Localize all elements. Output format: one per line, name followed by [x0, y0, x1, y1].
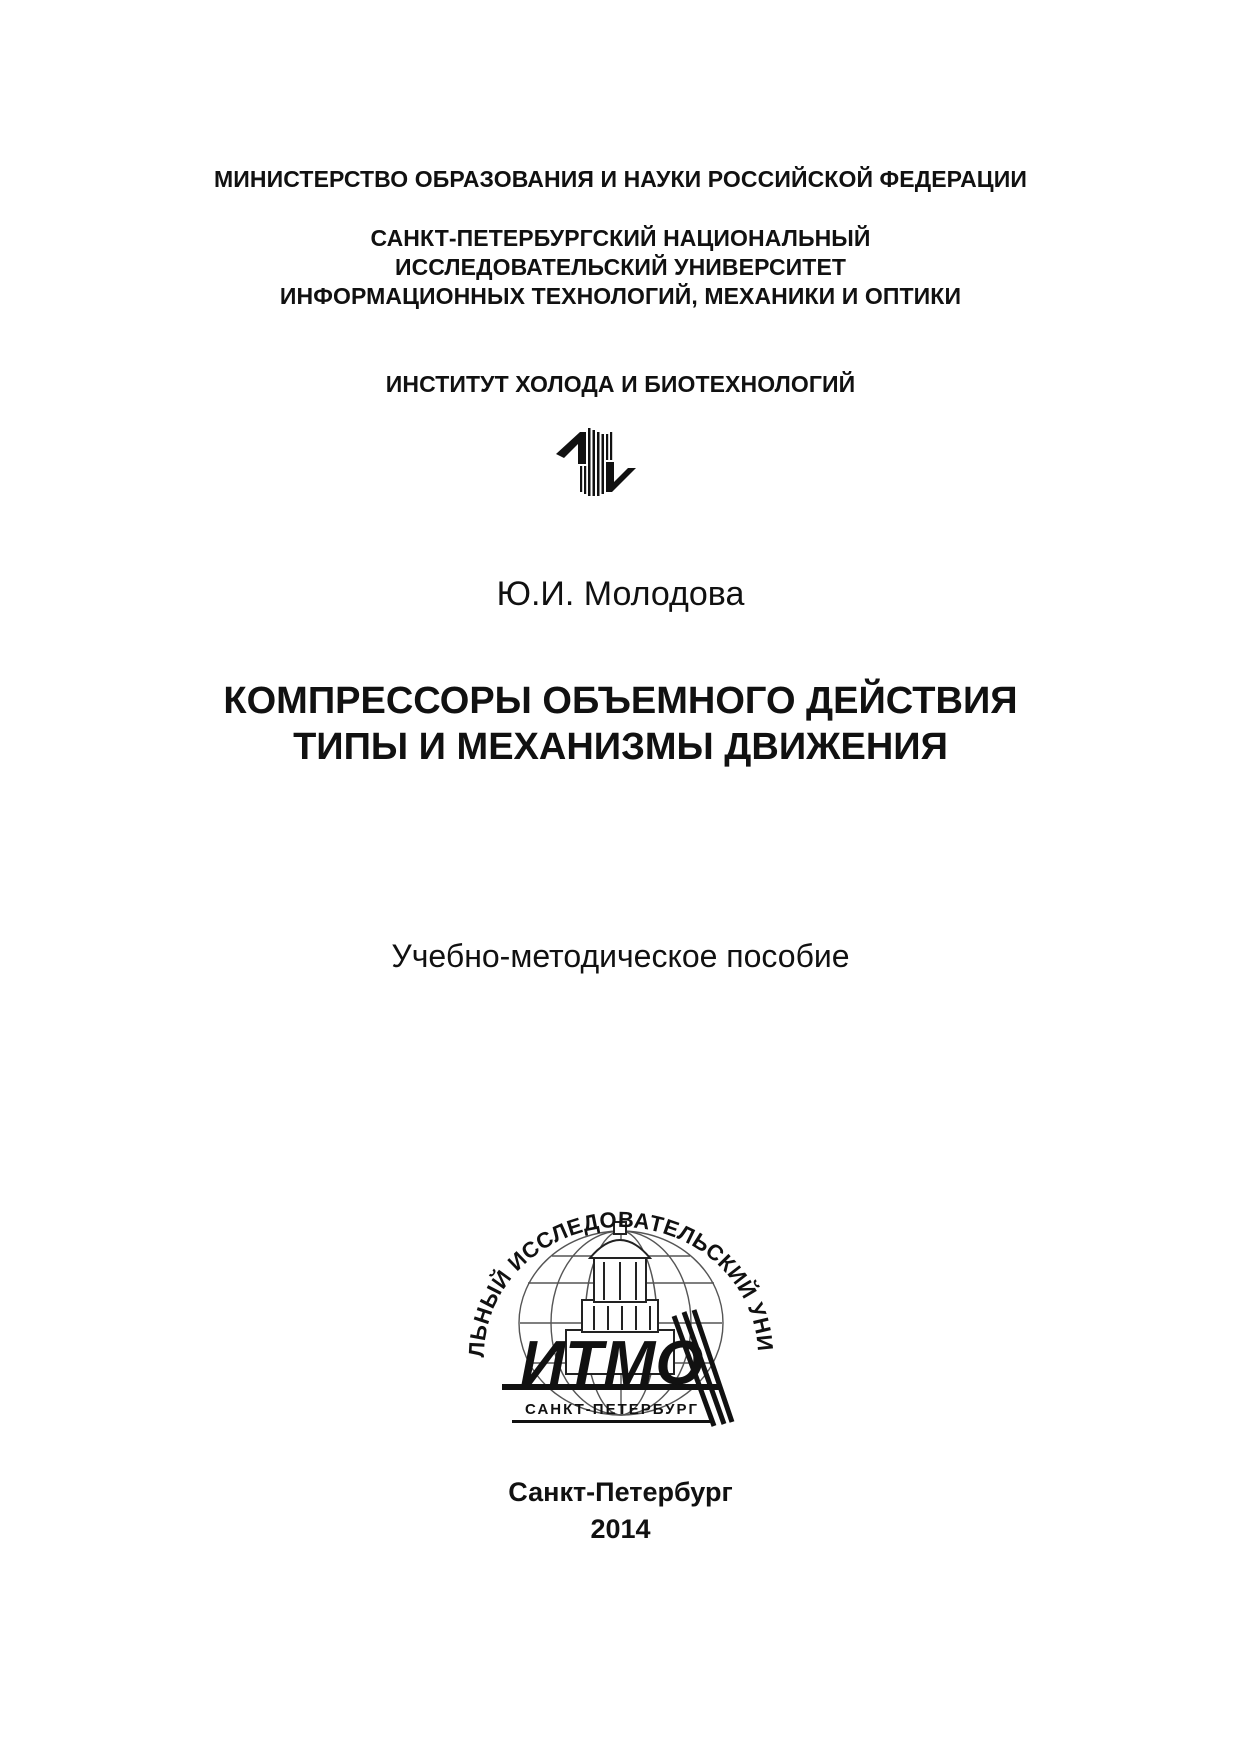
- book-subtitle: Учебно-методическое пособие: [391, 938, 850, 974]
- book-title-line-2: ТИПЫ И МЕХАНИЗМЫ ДВИЖЕНИЯ: [293, 726, 948, 768]
- ministry-name: МИНИСТЕРСТВО ОБРАЗОВАНИЯ И НАУКИ РОССИЙСКОЙ ФЕДЕРАЦИИ: [214, 166, 1027, 192]
- publication-city: Санкт-Петербург: [508, 1477, 733, 1507]
- seal-ring-text: НАЦИОНАЛЬНЫЙ ИССЛЕДОВАТЕЛЬСКИЙ УНИВЕРСИТЕТ: [453, 1168, 779, 1358]
- institute-name: ИНСТИТУТ ХОЛОДА И БИОТЕХНОЛОГИЙ: [385, 371, 856, 397]
- institute-emblem-icon: [556, 428, 636, 500]
- seal-logo-text: ИТМО: [520, 1329, 704, 1398]
- university-name-line-3: ИНФОРМАЦИОННЫХ ТЕХНОЛОГИЙ, МЕХАНИКИ И ОПТИКИ: [279, 283, 962, 309]
- seal-city-text: САНКТ-ПЕТЕРБУРГ: [524, 1401, 700, 1418]
- university-name-line-2: ИССЛЕДОВАТЕЛЬСКИЙ УНИВЕРСИТЕТ: [394, 254, 847, 280]
- author-name: Ю.И. Молодова: [496, 575, 745, 613]
- book-title-line-1: КОМПРЕССОРЫ ОБЪЕМНОГО ДЕЙСТВИЯ: [223, 680, 1018, 722]
- university-name-line-1: САНКТ-ПЕТЕРБУРГСКИЙ НАЦИОНАЛЬНЫЙ: [370, 225, 871, 251]
- publication-year: 2014: [590, 1514, 651, 1544]
- itmo-seal-icon: [453, 1168, 780, 1438]
